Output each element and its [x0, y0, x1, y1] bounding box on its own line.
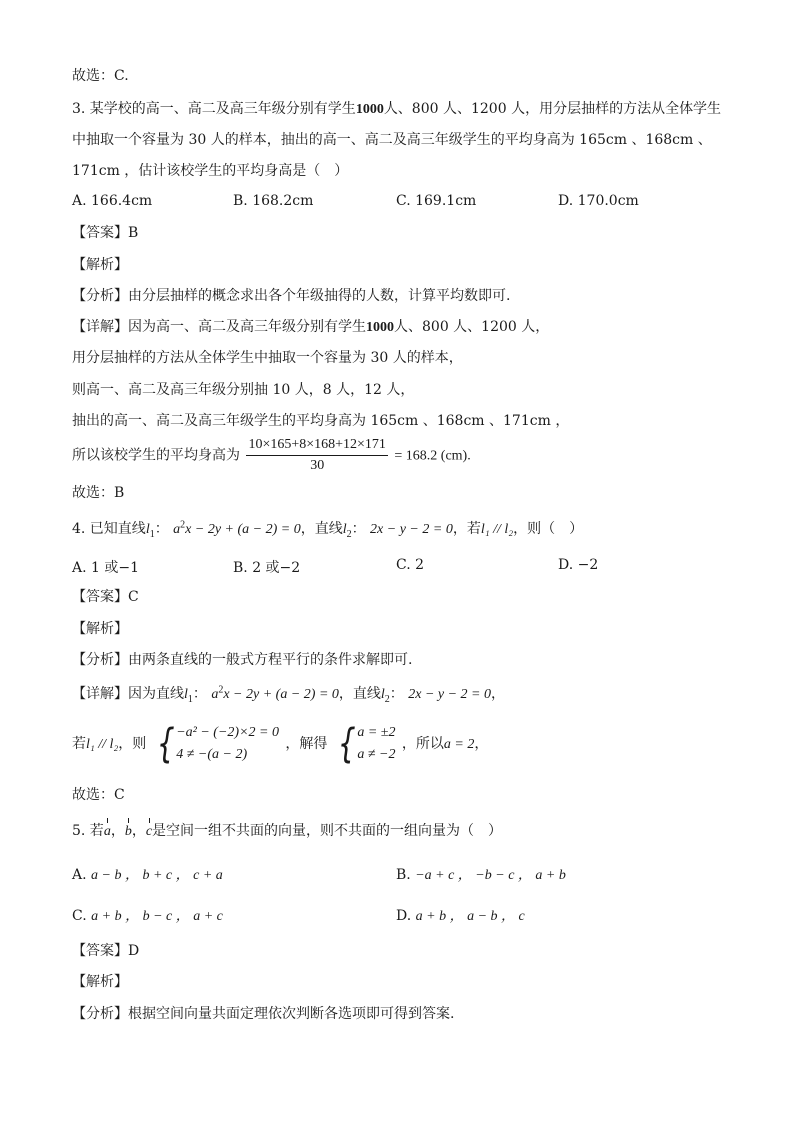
q3-detail-3: 则高一、高二及高三年级分别抽 10 人，8 人，12 人，: [72, 382, 415, 398]
q4-answer: 【答案】C: [72, 589, 139, 605]
vector-a: a: [104, 822, 111, 842]
vector-c: c: [146, 822, 152, 842]
q3-option-a: A. 166.4cm: [72, 193, 153, 209]
q3-fenxi: 【分析】由分层抽样的概念求出各个年级抽得的人数，计算平均数即可.: [72, 288, 511, 304]
q4-xiangjie: 【详解】因为直线$l_1$： $a^2x - 2y + (a - 2) = 0$，直线$l_2$： 2x − y − 2 = 0，: [72, 684, 506, 705]
q2-choose: 故选：C.: [72, 68, 129, 84]
q4-condition: 若l₁ // l₂，则 { −a² − (−2)×2 = 0 4 ≠ −(a − 2) ，解得 { a = ±2 a ≠ −2 ，所以a = 2，: [72, 721, 489, 767]
q3-option-b: B. 168.2cm: [233, 193, 314, 209]
q3-detail-5: 所以该校学生的平均身高为 $\frac{10\times 165+8\times 168+12\times 171}{30}$ = 168.2 (cm).: [72, 437, 471, 473]
q4-fenxi: 【分析】由两条直线的一般式方程平行的条件求解即可.: [72, 652, 413, 668]
q3-detail-4: 抽出的高一、高二及高三年级学生的平均身高为 165cm 、168cm 、171cm ，: [72, 413, 570, 429]
q4-option-d: D. −2: [558, 557, 599, 573]
q3-choose: 故选：B: [72, 485, 125, 501]
q5-stem: 5. 若a，b，c是空间一组不共面的向量，则不共面的一组向量为（ ）: [72, 821, 502, 842]
q3-xiangjie: 【详解】因为高一、高二及高三年级分别有学生1000人、800 人、1200 人，: [72, 319, 550, 335]
equation-system-1: { −a² − (−2)×2 = 0 4 ≠ −(a − 2): [156, 721, 279, 767]
q3-stem-line-2: 中抽取一个容量为 30 人的样本，抽出的高一、高二及高三年级学生的平均身高为 165cm 、168cm 、: [72, 132, 712, 148]
q5-option-d: D. a + b ， a − b ， c: [396, 908, 525, 924]
q5-option-a: A. a − b ， b + c ， c + a: [72, 867, 223, 883]
q5-answer: 【答案】D: [72, 943, 140, 959]
q3-option-c: C. 169.1cm: [396, 193, 477, 209]
q5-option-c: C. a + b ， b − c ， a + c: [72, 908, 223, 924]
q4-stem: 4. 已知直线$l_1$： $a^2x - 2y + (a - 2) = 0$，直线$l_2$： 2x − y − 2 = 0，若l₁ // l₂，则（ ）: [72, 519, 584, 540]
q3-answer: 【答案】B: [72, 225, 139, 241]
mean-height-fraction: $\frac{10\times 165+8\times 168+12\times 171}{30}$: [248, 437, 386, 473]
q5-option-b: B. −a + c ， −b − c ， a + b: [396, 867, 566, 883]
equation-system-2: { a = ±2 a ≠ −2: [337, 721, 396, 767]
q4-option-c: C. 2: [396, 557, 425, 573]
q3-detail-2: 用分层抽样的方法从全体学生中抽取一个容量为 30 人的样本，: [72, 350, 463, 366]
q3-option-d: D. 170.0cm: [558, 193, 639, 209]
q3-stem-line-3: 171cm ，估计该校学生的平均身高是（ ）: [72, 163, 349, 179]
q5-fenxi: 【分析】根据空间向量共面定理依次判断各选项即可得到答案.: [72, 1006, 455, 1022]
vector-b: b: [125, 822, 132, 842]
q4-choose: 故选：C: [72, 787, 125, 803]
q5-analysis-heading: 【解析】: [72, 974, 128, 990]
q3-stem-line-1: 3. 某学校的高一、高二及高三年级分别有学生1000人、800 人、1200 人，用分层抽样的方法从全体学生: [72, 101, 722, 117]
q3-analysis-heading: 【解析】: [72, 257, 128, 273]
q4-analysis-heading: 【解析】: [72, 621, 128, 637]
q4-option-a: A. 1 或−1: [72, 560, 140, 576]
q4-option-b: B. 2 或−2: [233, 560, 301, 576]
